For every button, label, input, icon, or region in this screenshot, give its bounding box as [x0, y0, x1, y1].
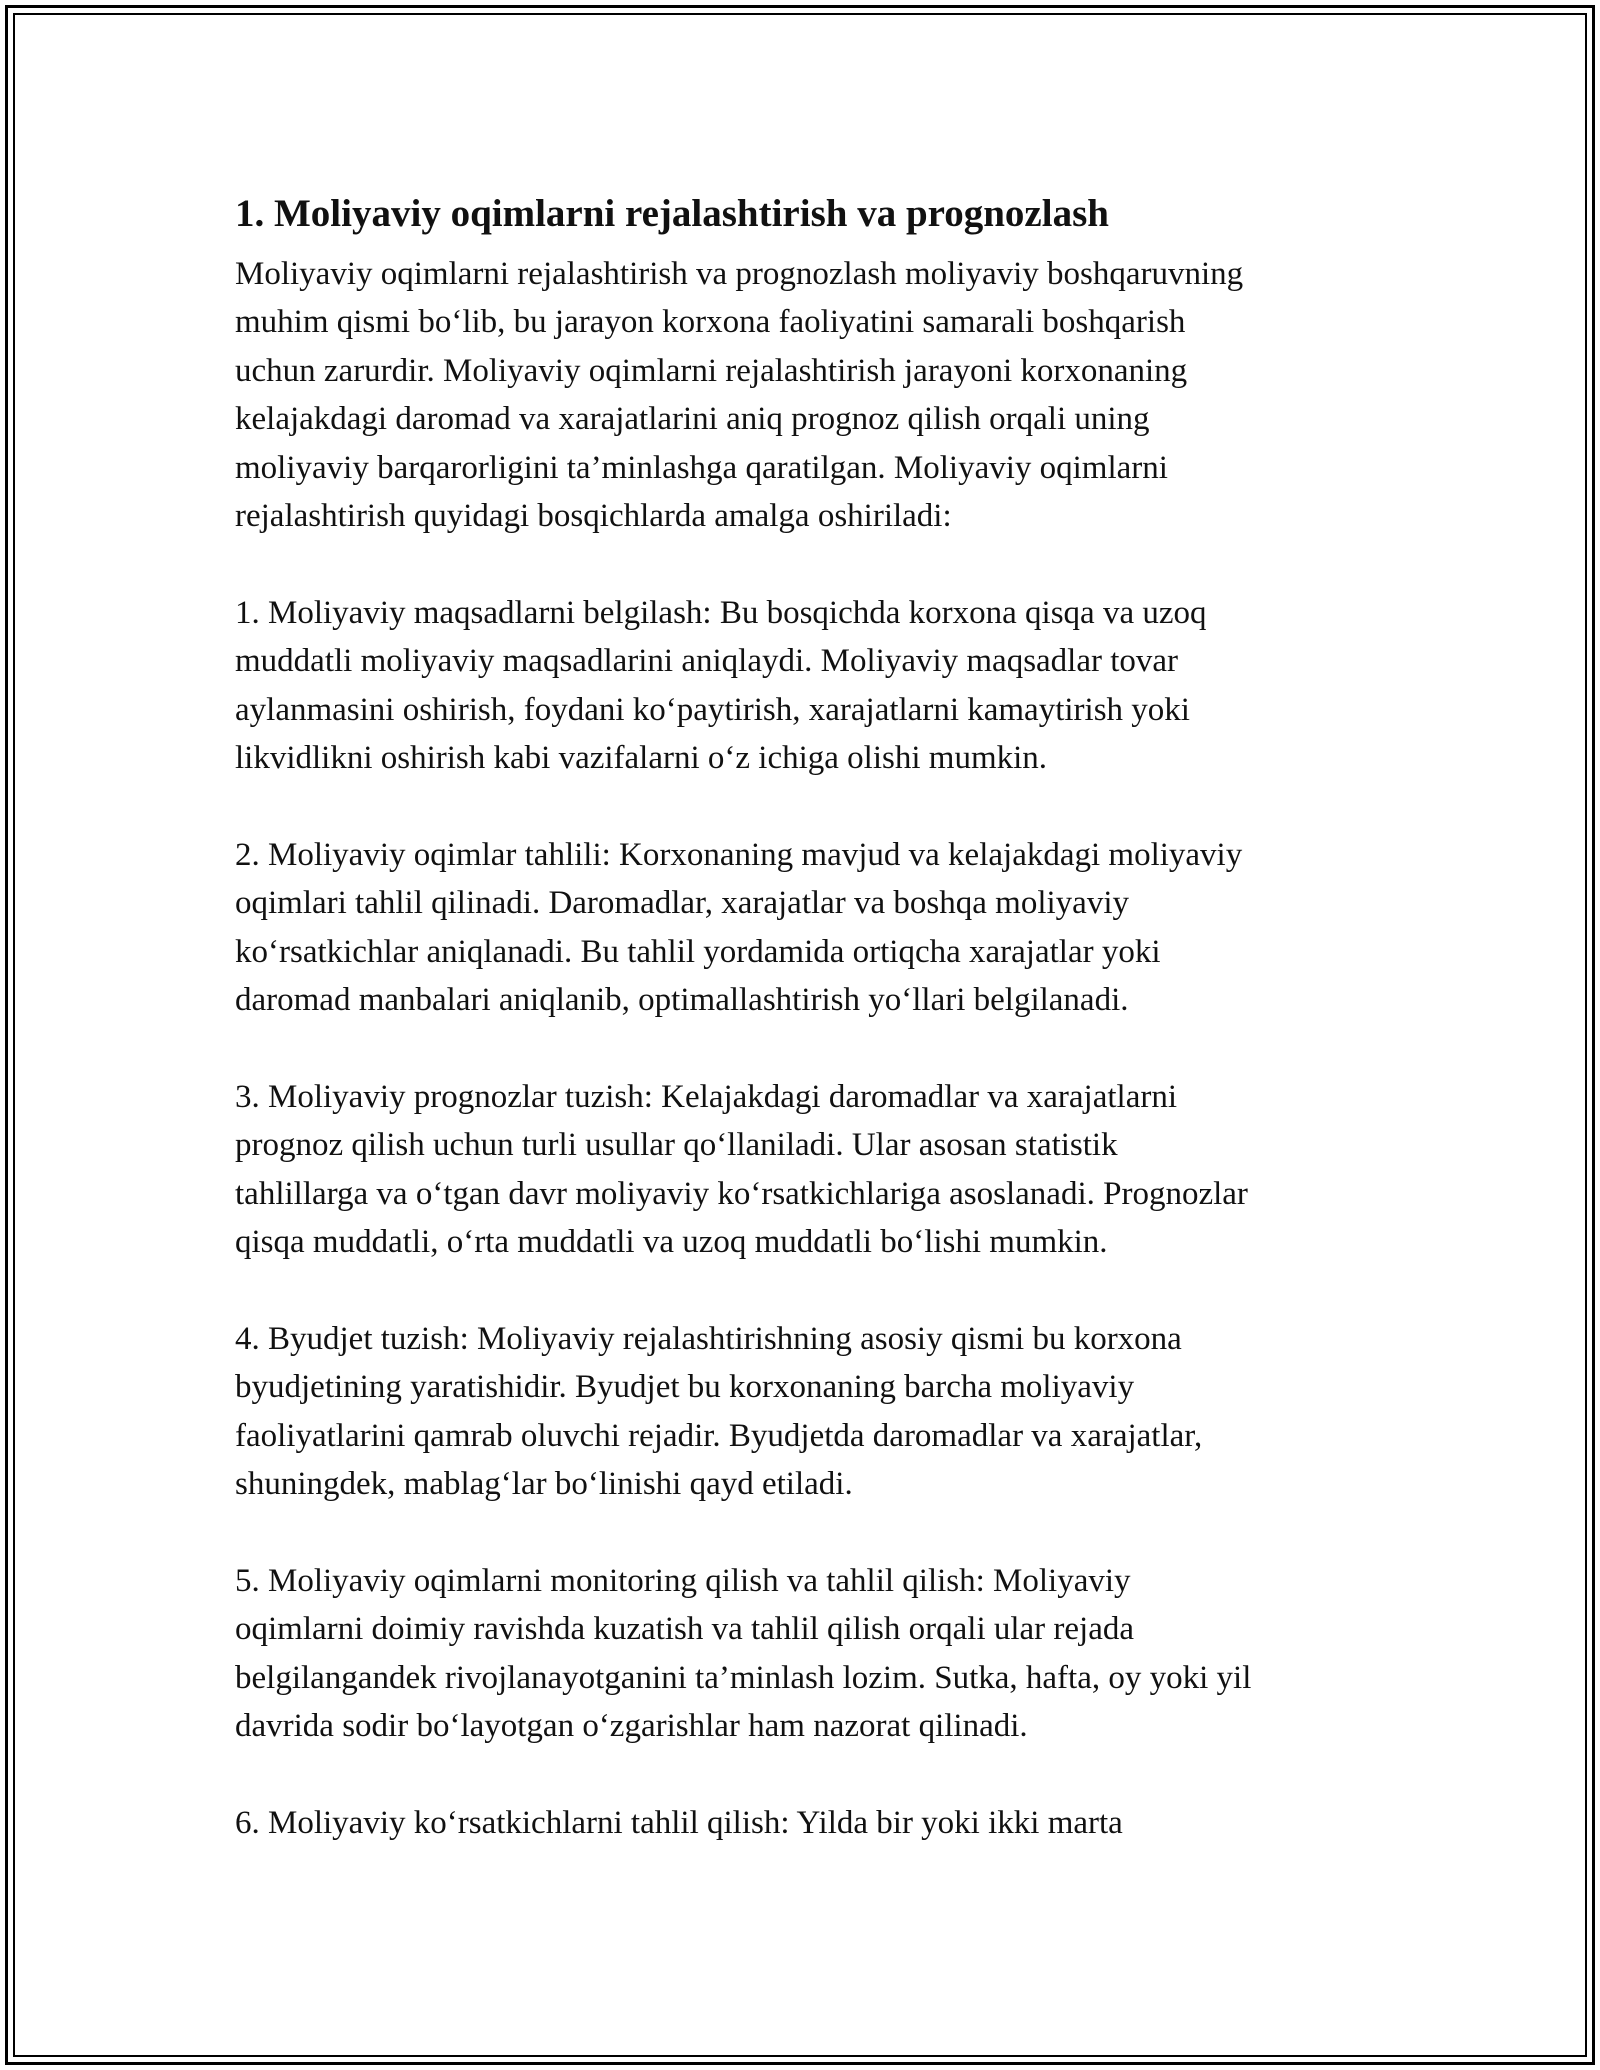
- text-line: davrida sodir bo‘layotgan o‘zgarishlar ham nazorat qilinadi.: [235, 1708, 1028, 1745]
- text-line: prognoz qilish uchun turli usullar qo‘llaniladi. Ular asosan statistik: [235, 1127, 1118, 1164]
- section-heading: 1. Moliyaviy oqimlarni rejalashtirish va prognozlash: [235, 192, 1109, 235]
- step-2-paragraph: [235, 831, 1385, 1025]
- text-line: muhim qismi bo‘lib, bu jarayon korxona faoliyatini samarali boshqarish: [235, 304, 1186, 341]
- text-line: shuningdek, mablag‘lar bo‘linishi qayd etiladi.: [235, 1466, 853, 1503]
- paragraph-gap: [235, 782, 1385, 830]
- text-line: likvidlikni oshirish kabi vazifalarni o‘z ichiga olishi mumkin.: [235, 740, 1048, 777]
- text-line: ko‘rsatkichlar aniqlanadi. Bu tahlil yordamida ortiqcha xarajatlar yoki: [235, 933, 1161, 970]
- paragraph-gap: [235, 1024, 1385, 1072]
- text-line: 4. Byudjet tuzish: Moliyaviy rejalashtirishning asosiy qismi bu korxona: [235, 1320, 1182, 1357]
- step-3-paragraph: [235, 1073, 1385, 1267]
- text-line: rejalashtirish quyidagi bosqichlarda amalga oshiriladi:: [235, 498, 952, 535]
- text-line: 6. Moliyaviy ko‘rsatkichlarni tahlil qilish: Yilda bir yoki ikki marta: [235, 1804, 1123, 1841]
- text-line: uchun zarurdir. Moliyaviy oqimlarni rejalashtirish jarayoni korxonaning: [235, 352, 1188, 389]
- text-line: faoliyatlarini qamrab oluvchi rejadir. Byudjetda daromadlar va xarajatlar,: [235, 1417, 1203, 1454]
- paragraph-gap: [235, 1266, 1385, 1314]
- step-5-paragraph: [235, 1557, 1385, 1751]
- text-line: oqimlari tahlil qilinadi. Daromadlar, xarajatlar va boshqa moliyaviy: [235, 885, 1129, 922]
- text-line: 5. Moliyaviy oqimlarni monitoring qilish va tahlil qilish: Moliyaviy: [235, 1562, 1131, 1599]
- text-line: Moliyaviy oqimlarni rejalashtirish va prognozlash moliyaviy boshqaruvning: [235, 256, 1244, 292]
- text-line: tahlillarga va o‘tgan davr moliyaviy ko‘rsatkichlariga asoslanadi. Prognozlar: [235, 1175, 1248, 1212]
- paragraph-gap: [235, 540, 1385, 588]
- text-line: moliyaviy barqarorligini ta’minlashga qaratilgan. Moliyaviy oqimlarni: [235, 449, 1168, 486]
- text-line: belgilangandek rivojlanayotganini ta’minlash lozim. Sutka, hafta, oy yoki yil: [235, 1659, 1252, 1696]
- text-line: muddatli moliyaviy maqsadlarini aniqlaydi. Moliyaviy maqsadlar tovar: [235, 643, 1179, 680]
- paragraph-gap: [235, 1751, 1385, 1799]
- paragraph-gap: [235, 1509, 1385, 1557]
- text-line: 2. Moliyaviy oqimlar tahlili: Korxonaning mavjud va kelajakdagi moliyaviy: [235, 836, 1243, 873]
- document-body: [235, 182, 1385, 1847]
- text-line: oqimlarni doimiy ravishda kuzatish va tahlil qilish orqali ular rejada: [235, 1611, 1135, 1648]
- intro-paragraph: [235, 250, 1385, 540]
- step-1-paragraph: [235, 589, 1385, 783]
- text-line: daromad manbalari aniqlanib, optimallashtirish yo‘llari belgilanadi.: [235, 982, 1129, 1019]
- text-line: aylanmasini oshirish, foydani ko‘paytirish, xarajatlarni kamaytirish yoki: [235, 691, 1190, 728]
- text-line: kelajakdagi daromad va xarajatlarini aniq prognoz qilish orqali uning: [235, 401, 1150, 438]
- text-line: 3. Moliyaviy prognozlar tuzish: Kelajakdagi daromadlar va xarajatlarni: [235, 1078, 1177, 1115]
- text-line: qisqa muddatli, o‘rta muddatli va uzoq muddatli bo‘lishi mumkin.: [235, 1224, 1108, 1261]
- text-line: 1. Moliyaviy maqsadlarni belgilash: Bu bosqichda korxona qisqa va uzoq: [235, 594, 1207, 631]
- step-4-paragraph: [235, 1315, 1385, 1509]
- text-line: byudjetining yaratishidir. Byudjet bu korxonaning barcha moliyaviy: [235, 1369, 1135, 1406]
- step-6-paragraph: [235, 1799, 1385, 1847]
